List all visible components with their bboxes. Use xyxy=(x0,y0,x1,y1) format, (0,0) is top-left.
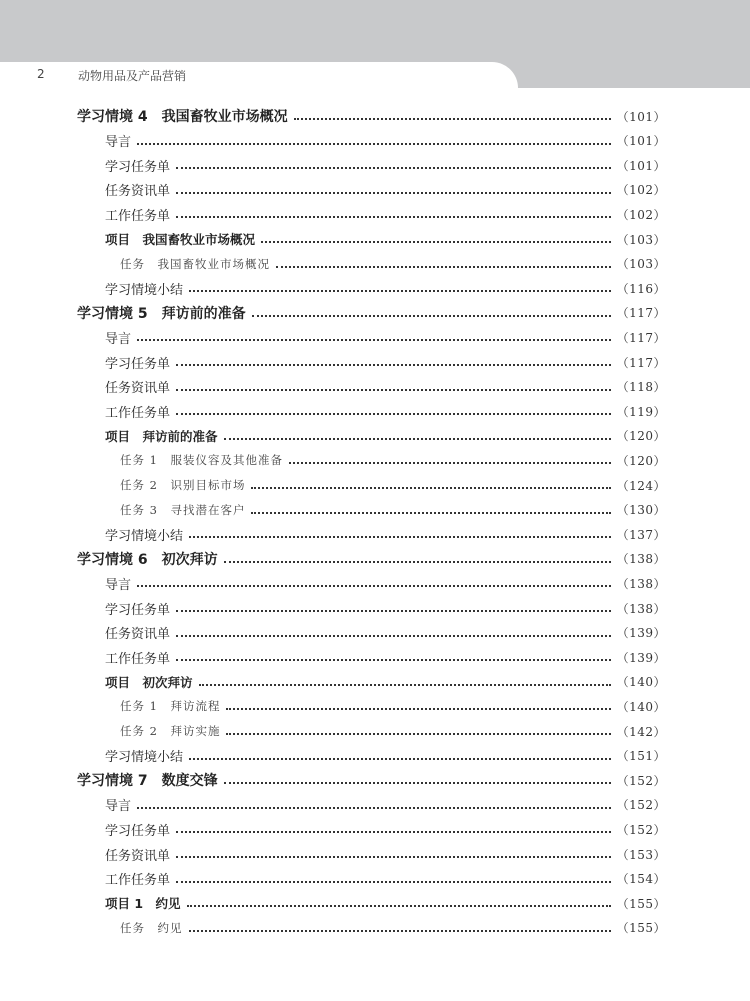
toc-entry-page: （103） xyxy=(616,257,666,272)
toc-leader-dots xyxy=(189,536,611,538)
toc-entry-title: 任务资讯单 xyxy=(105,184,171,200)
toc-leader-dots xyxy=(224,561,611,563)
toc-entry-title: 学习任务单 xyxy=(105,602,171,618)
toc-entry[interactable] xyxy=(77,769,666,791)
toc-entry[interactable] xyxy=(105,892,666,914)
toc-leader-dots xyxy=(176,831,611,833)
toc-entry-title: 导言 xyxy=(105,331,132,347)
toc-entry-title: 项目 拜访前的准备 xyxy=(105,428,218,444)
toc-leader-dots xyxy=(137,585,611,587)
book-title: 动物用品及产品营销 xyxy=(78,69,187,83)
toc-entry-page: （130） xyxy=(616,503,666,518)
toc-entry[interactable] xyxy=(120,253,666,275)
toc-entry-title: 任务资讯单 xyxy=(105,627,171,643)
toc-entry[interactable] xyxy=(77,302,666,324)
toc-entry-title: 导言 xyxy=(105,799,132,815)
toc-leader-dots xyxy=(251,487,610,489)
toc-leader-dots xyxy=(176,389,611,391)
toc-entry-page: （138） xyxy=(616,576,666,591)
toc-entry-page: （103） xyxy=(616,232,666,247)
toc-entry-page: （138） xyxy=(616,552,666,567)
toc-entry[interactable] xyxy=(120,474,666,496)
toc-entry-title: 项目 1 约见 xyxy=(105,896,181,912)
toc-entry-title: 工作任务单 xyxy=(105,651,171,667)
toc-entry[interactable] xyxy=(105,400,666,422)
toc-entry-title: 任务资讯单 xyxy=(105,848,171,864)
toc-entry-title: 学习任务单 xyxy=(105,159,171,175)
toc-entry[interactable] xyxy=(105,671,666,693)
toc-entry-page: （101） xyxy=(616,134,666,149)
toc-entry-title: 任务 3 寻找潜在客户 xyxy=(120,502,246,517)
toc-entry-title: 任务 2 拜访实施 xyxy=(120,724,221,738)
toc-entry-page: （117） xyxy=(616,306,666,321)
toc-entry[interactable] xyxy=(105,425,666,447)
toc-leader-dots xyxy=(176,610,611,612)
toc-leader-dots xyxy=(176,364,611,366)
toc-entry[interactable] xyxy=(77,548,666,570)
toc-entry-title: 任务 我国畜牧业市场概况 xyxy=(120,256,270,271)
toc-entry-page: （102） xyxy=(616,183,666,198)
toc-entry-title: 工作任务单 xyxy=(105,873,171,889)
toc-entry-page: （137） xyxy=(616,527,666,542)
toc-leader-dots xyxy=(189,930,611,932)
toc-leader-dots xyxy=(251,512,610,514)
toc-entry-page: （119） xyxy=(616,404,666,419)
toc-leader-dots xyxy=(276,266,611,268)
toc-entry[interactable] xyxy=(120,449,666,471)
toc-entry[interactable] xyxy=(105,843,666,865)
toc-entry-page: （102） xyxy=(616,207,666,222)
toc-entry[interactable] xyxy=(105,622,666,644)
toc-leader-dots xyxy=(187,905,611,907)
toc-entry[interactable] xyxy=(105,351,666,373)
toc-entry[interactable] xyxy=(120,720,666,742)
toc-entry-title: 项目 我国畜牧业市场概况 xyxy=(105,232,256,247)
toc-entry[interactable] xyxy=(120,695,666,717)
toc-entry-page: （155） xyxy=(616,921,666,936)
toc-entry[interactable] xyxy=(105,326,666,348)
toc-entry-title: 任务 2 识别目标市场 xyxy=(120,478,246,492)
toc-entry[interactable] xyxy=(105,277,666,299)
toc-entry[interactable] xyxy=(77,105,666,127)
toc-entry-page: （124） xyxy=(616,478,666,493)
toc-entry[interactable] xyxy=(105,572,666,594)
toc-entry-title: 学习情境 7 数度交锋 xyxy=(77,773,218,790)
toc-entry-page: （101） xyxy=(616,109,666,124)
toc-entry[interactable] xyxy=(120,917,666,939)
toc-entry[interactable] xyxy=(105,154,666,176)
toc-entry[interactable] xyxy=(105,523,666,545)
toc-entry-page: （139） xyxy=(616,626,666,641)
toc-entry-title: 任务 约见 xyxy=(120,920,183,935)
toc-entry-page: （152） xyxy=(616,822,666,837)
toc-entry-page: （116） xyxy=(616,281,666,296)
toc-entry[interactable] xyxy=(105,745,666,767)
toc-entry-title: 学习情境小结 xyxy=(105,528,184,544)
toc-leader-dots xyxy=(261,241,611,243)
toc-entry-title: 任务 1 拜访流程 xyxy=(120,699,221,714)
toc-entry-page: （101） xyxy=(616,158,666,173)
toc-entry-page: （151） xyxy=(616,749,666,764)
toc-entry-page: （142） xyxy=(616,724,666,739)
toc-entry-title: 导言 xyxy=(105,577,132,593)
toc-entry-page: （120） xyxy=(616,453,666,468)
toc-entry[interactable] xyxy=(105,179,666,201)
toc-leader-dots xyxy=(289,462,611,464)
toc-leader-dots xyxy=(252,315,611,317)
toc-entry[interactable] xyxy=(105,597,666,619)
toc-entry[interactable] xyxy=(105,203,666,225)
toc-entry-page: （140） xyxy=(616,699,666,714)
toc-entry-title: 工作任务单 xyxy=(105,405,171,421)
toc-entry-page: （117） xyxy=(616,330,666,345)
toc-leader-dots xyxy=(176,856,611,858)
toc-entry-page: （117） xyxy=(616,355,666,370)
toc-leader-dots xyxy=(176,167,611,169)
toc-entry-title: 学习情境 5 拜访前的准备 xyxy=(77,305,246,322)
toc-entry[interactable] xyxy=(105,646,666,668)
toc-entry-title: 学习情境小结 xyxy=(105,750,184,766)
toc-entry-page: （139） xyxy=(616,650,666,665)
toc-leader-dots xyxy=(176,192,611,194)
toc-entry[interactable] xyxy=(105,794,666,816)
toc-leader-dots xyxy=(176,659,611,661)
toc-leader-dots xyxy=(199,684,611,686)
toc-entry-title: 学习任务单 xyxy=(105,823,171,839)
toc-entry-page: （118） xyxy=(616,380,666,395)
toc-entry[interactable] xyxy=(120,499,666,521)
toc-entry-title: 学习情境 6 初次拜访 xyxy=(77,551,218,568)
toc-entry-page: （155） xyxy=(616,896,666,911)
toc-leader-dots xyxy=(137,807,611,809)
toc-leader-dots xyxy=(189,758,611,760)
toc-entry-page: （140） xyxy=(616,675,666,690)
toc-entry[interactable] xyxy=(105,130,666,152)
toc-leader-dots xyxy=(226,733,610,735)
toc-entry[interactable] xyxy=(105,376,666,398)
toc-leader-dots xyxy=(224,782,611,784)
toc-entry[interactable] xyxy=(105,228,666,250)
toc-leader-dots xyxy=(226,708,610,710)
toc-entry-page: （152） xyxy=(616,773,666,788)
toc-leader-dots xyxy=(224,438,611,440)
toc-entry-title: 学习情境 4 我国畜牧业市场概况 xyxy=(77,109,288,125)
toc-leader-dots xyxy=(137,339,611,341)
toc-entry-title: 项目 初次拜访 xyxy=(105,674,193,690)
toc-leader-dots xyxy=(294,118,611,120)
toc-entry-page: （138） xyxy=(616,601,666,616)
toc-leader-dots xyxy=(176,216,611,218)
toc-leader-dots xyxy=(189,290,611,292)
toc-leader-dots xyxy=(137,143,611,145)
toc-entry-title: 工作任务单 xyxy=(105,208,171,224)
toc-entry-title: 任务资讯单 xyxy=(105,381,171,397)
toc-entry-title: 导言 xyxy=(105,135,132,151)
toc-entry-page: （153） xyxy=(616,847,666,862)
toc-entry-title: 学习情境小结 xyxy=(105,282,184,298)
toc-leader-dots xyxy=(176,635,611,637)
toc-entry-page: （154） xyxy=(616,872,666,887)
toc-entry[interactable] xyxy=(105,818,666,840)
toc-leader-dots xyxy=(176,881,611,883)
toc-entry-title: 学习任务单 xyxy=(105,356,171,372)
toc-entry-page: （152） xyxy=(616,798,666,813)
toc-entry-title: 任务 1 服装仪容及其他准备 xyxy=(120,453,283,468)
page-number: 2 xyxy=(37,67,45,81)
toc-entry[interactable] xyxy=(105,868,666,890)
toc-leader-dots xyxy=(176,413,611,415)
toc-entry-page: （120） xyxy=(616,429,666,444)
